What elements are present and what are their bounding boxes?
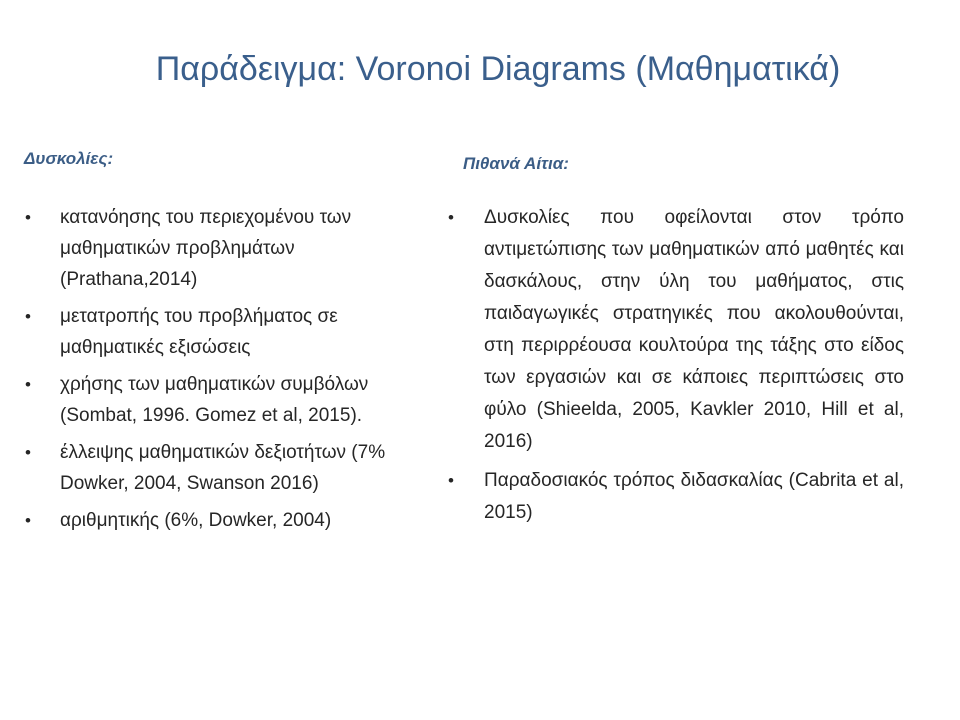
list-item-text: έλλειψης μαθηματικών δεξιοτήτων (7% Dowker, 2004, Swanson 2016)	[60, 442, 386, 494]
list-item-text: μετατροπής του προβλήματος σε μαθηματικές εξισώσεις	[60, 306, 338, 358]
list-item	[442, 465, 904, 529]
bullet-icon: •	[25, 375, 31, 394]
bullet-icon: •	[25, 511, 31, 530]
list-item-text: κατανόησης του περιεχομένου των μαθηματικών προβλημάτων (Prathana,2014)	[60, 207, 352, 290]
bullet-icon: •	[25, 443, 31, 462]
bullet-icon: •	[448, 208, 454, 227]
slide-title: Παράδειγμα: Voronoi Diagrams (Μαθηματικά)	[155, 50, 841, 88]
list-item	[22, 505, 417, 536]
list-item	[22, 437, 417, 499]
bullet-icon: •	[25, 208, 31, 227]
bullet-icon: •	[25, 307, 31, 326]
difficulties-list	[22, 202, 417, 542]
list-item-text: Παραδοσιακός τρόπος διδασκαλίας (Cabrita et al, 2015)	[484, 470, 904, 523]
list-item-text: χρήσης των μαθηματικών συμβόλων (Sombat, 1996. Gomez et al, 2015).	[60, 374, 369, 426]
list-item	[22, 369, 417, 431]
bullet-icon: •	[448, 471, 454, 490]
list-item-text: αριθμητικής (6%, Dowker, 2004)	[60, 510, 332, 531]
list-item-text: Δυσκολίες που οφείλονται στον τρόπο αντιμετώπισης των μαθηματικών από μαθητές και δασκάλους, στην ύλη του μαθήματος, στις παιδαγωγικές στρατηγικές που ακολουθούνται, στη περιρρέουσα κουλτούρα της τάξης στο είδος των εργασιών και σε κάποιες περιπτώσεις στο φύλο (Shieelda, 2005, Kavkler 2010, Hill et al, 2016)	[484, 207, 904, 452]
list-item	[22, 301, 417, 363]
list-item	[442, 202, 904, 458]
difficulties-heading: Δυσκολίες:	[24, 149, 114, 168]
list-item	[22, 202, 417, 295]
possible-causes-list	[442, 202, 904, 536]
possible-causes-heading: Πιθανά Αίτια:	[463, 154, 569, 173]
